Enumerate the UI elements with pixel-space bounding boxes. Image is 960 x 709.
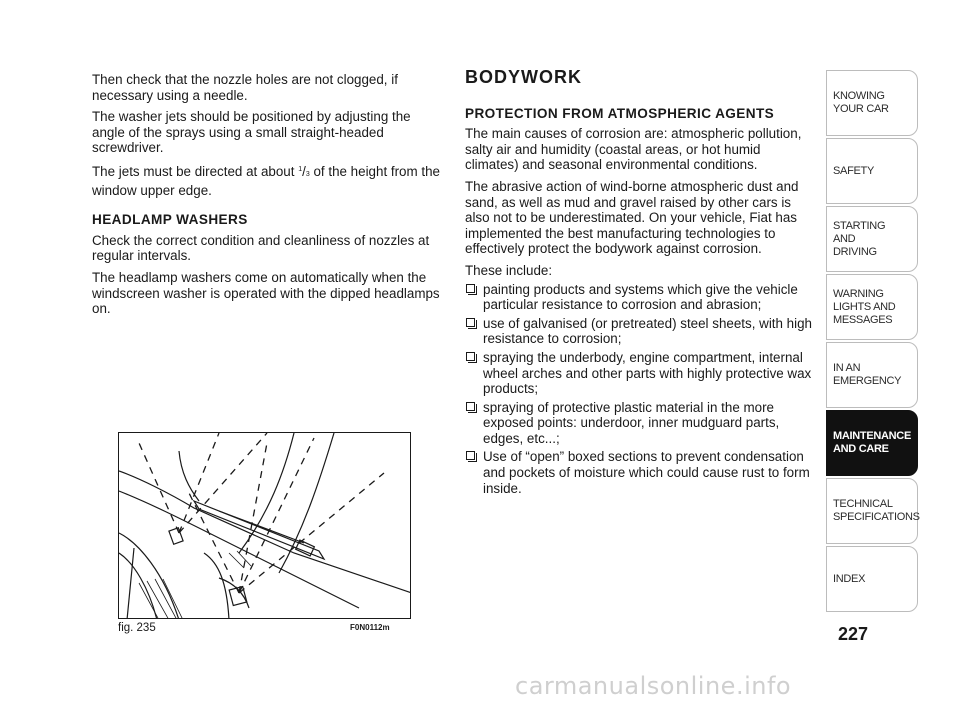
list-item bbox=[465, 282, 817, 313]
tab-technical-specifications[interactable] bbox=[826, 478, 918, 544]
corrosion-causes-paragraph: The main causes of corrosion are: atmospheric pollution, salty air and humidity (coastal areas, or hot humid climates) and seasonal environmental conditions. bbox=[465, 126, 802, 173]
tab-label-line: TECHNICAL bbox=[833, 498, 893, 510]
bodywork-title: BODYWORK bbox=[465, 67, 582, 87]
washer-jets-diagram bbox=[119, 433, 411, 619]
page-number: 227 bbox=[838, 624, 869, 644]
tab-label-line: DRIVING bbox=[833, 245, 877, 258]
figure-caption: fig. 235 bbox=[118, 622, 156, 634]
checkbox-bullet-icon bbox=[466, 402, 475, 411]
tab-label-line: AND bbox=[833, 232, 856, 245]
tab-label-line: IN AN bbox=[833, 362, 861, 374]
abrasive-action-paragraph: The abrasive action of wind-borne atmospheric dust and sand, as well as mud and gravel raised by other cars is also not to be underestimated. On your vehicle, Fiat has implemented the best manufacturing technologies to effectively protect the bodywork against corrosion. bbox=[465, 178, 799, 257]
nozzle-cleanliness-paragraph: Check the correct condition and cleanliness of nozzles at regular intervals. bbox=[92, 232, 430, 264]
headlamp-washers-heading: HEADLAMP WASHERS bbox=[92, 212, 248, 228]
tab-label-line: STARTING bbox=[833, 219, 886, 232]
list-item bbox=[465, 449, 817, 496]
atmospheric-protection-heading: PROTECTION FROM ATMOSPHERIC AGENTS bbox=[465, 105, 775, 121]
tab-starting-and-driving[interactable] bbox=[826, 206, 918, 272]
tab-knowing-your-car[interactable] bbox=[826, 70, 918, 136]
tab-label-line: AND CARE bbox=[833, 443, 889, 455]
protection-methods-list bbox=[465, 282, 817, 497]
jet-direction-paragraph bbox=[92, 162, 442, 198]
list-item-text: spraying of protective plastic material in the more exposed points: underdoor, inner mudguard parts, edges, etc...; bbox=[483, 399, 780, 446]
checkbox-bullet-icon bbox=[466, 352, 475, 361]
tab-label-line: INDEX bbox=[833, 572, 866, 585]
tab-label-line: LIGHTS AND bbox=[833, 300, 896, 313]
list-item-text: painting products and systems which give the vehicle particular resistance to corrosion and abrasion; bbox=[483, 281, 798, 313]
tab-safety[interactable] bbox=[826, 138, 918, 204]
watermark: carmanualsonline.info bbox=[515, 672, 792, 700]
checkbox-bullet-icon bbox=[466, 451, 475, 460]
list-item-text: use of galvanised (or pretreated) steel sheets, with high resistance to corrosion; bbox=[483, 315, 812, 347]
figure-code: F0N0112m bbox=[350, 623, 390, 632]
these-include-paragraph: These include: bbox=[465, 262, 553, 278]
tab-label-line: YOUR CAR bbox=[833, 103, 889, 115]
headlamp-washer-operation-paragraph: The headlamp washers come on automatically when the windscreen washer is operated with the dipped headlamps on. bbox=[92, 269, 440, 317]
jet-direction-text-end: of the height from the window upper edge. bbox=[92, 163, 440, 198]
list-item bbox=[465, 400, 817, 447]
right-column bbox=[465, 67, 817, 499]
list-item-text: Use of “open” boxed sections to prevent condensation and pockets of moisture which could cause rust to form inside. bbox=[483, 449, 810, 496]
list-item-text: spraying the underbody, engine compartment, internal wheel arches and other parts with highly protective wax products; bbox=[483, 349, 812, 397]
list-item bbox=[465, 316, 817, 347]
checkbox-bullet-icon bbox=[466, 318, 475, 327]
left-column bbox=[92, 72, 442, 323]
tab-warning-lights-and-messages[interactable] bbox=[826, 274, 918, 340]
fraction-numerator: 1 bbox=[298, 165, 303, 173]
nozzle-check-paragraph: Then check that the nozzle holes are not clogged, if necessary using a needle. bbox=[92, 72, 398, 103]
tab-label-line: EMERGENCY bbox=[833, 375, 902, 387]
tab-label-line: WARNING bbox=[833, 287, 884, 300]
tab-label-line: SAFETY bbox=[833, 164, 874, 177]
tab-label-line: MESSAGES bbox=[833, 313, 893, 326]
fraction-denominator: 3 bbox=[305, 170, 310, 178]
tab-label-line: KNOWING bbox=[833, 90, 885, 102]
list-item bbox=[465, 350, 817, 397]
tab-maintenance-and-care[interactable] bbox=[826, 410, 918, 476]
checkbox-bullet-icon bbox=[466, 284, 475, 293]
washer-jet-adjust-paragraph: The washer jets should be positioned by adjusting the angle of the sprays using a small straight-headed screwdriver. bbox=[92, 109, 411, 156]
jet-direction-text: The jets must be directed at about bbox=[92, 163, 299, 179]
tab-index[interactable] bbox=[826, 546, 918, 612]
fraction-slash: / bbox=[302, 163, 306, 179]
tab-label-line: MAINTENANCE bbox=[833, 430, 911, 442]
figure-235-illustration bbox=[118, 432, 411, 619]
tab-in-an-emergency[interactable] bbox=[826, 342, 918, 408]
tab-label-line: SPECIFICATIONS bbox=[833, 511, 920, 523]
